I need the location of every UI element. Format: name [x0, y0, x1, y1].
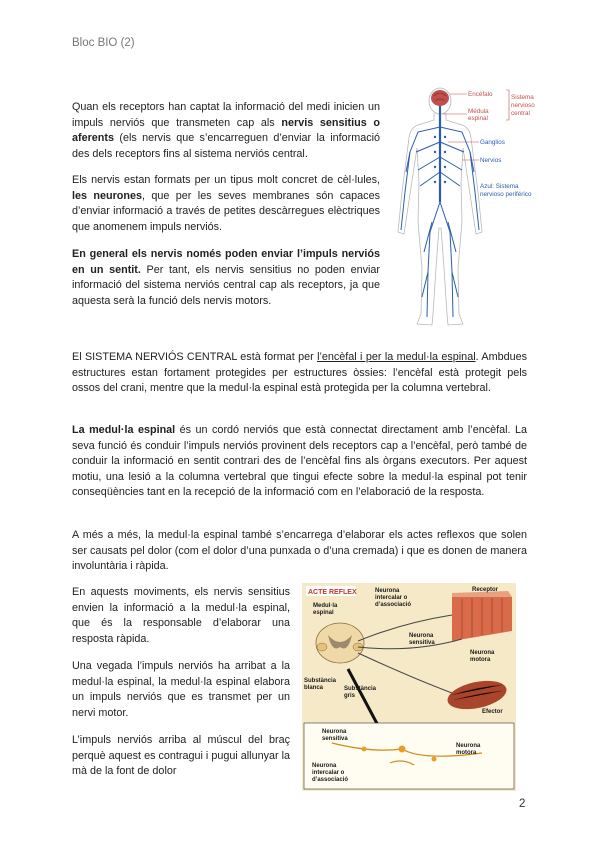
label-snc-3: central	[511, 110, 530, 117]
label-receptor: Receptor	[472, 587, 499, 593]
document-header: Bloc BIO (2)	[72, 37, 135, 49]
label-medula-1: Medul·la	[313, 603, 338, 609]
paragraph-afferent-nerves: Quan els receptors han captat la informació del medi inicien un impuls nerviós que transmeten cap als nervis sensitius o aferents (els nervis que s’encarreguen d’enviar la informació des dels receptors fins al sistema nerviós central.	[72, 101, 380, 160]
label-medula-2: espinal	[313, 610, 334, 616]
label-snc-1: Sistema	[511, 94, 534, 101]
paragraph-spinal-cord: La medul·la espinal és un cordó nerviós que està connectat directament amb l’encèfal. La seva funció és conduir l’impuls nerviós provinent dels receptors cap a l’encèfal, però també de conduir la informació en sentit contrari des de l’encèfal fins als òrgans executors. Per aquest motiu, una lesió a la columna vertebral que tingui efecte sobre la medul·la espinal pot tenir conseqüències tant en la recepció de la informació com en l’elaboració de la resposta.	[72, 424, 527, 499]
paragraph-muscle: L’impuls nerviós arriba al múscul del braç perquè aquest es contragui i pugui allunyar la mà de la font de dolor	[72, 734, 290, 778]
label-neurona-intercalar: Neurona	[375, 588, 400, 594]
label-neurona-intercalar-3: d’associació	[375, 602, 412, 608]
label-blanca-2: blanca	[304, 685, 324, 691]
label-encefal: Encèfalo	[468, 91, 493, 98]
nervous-system-figure	[388, 82, 548, 332]
label-medula: Médula	[468, 108, 489, 115]
reflex-arc-figure	[302, 583, 516, 791]
label-inset-motora-2: motora	[456, 750, 477, 756]
label-blanca-1: Substància	[304, 678, 337, 684]
label-nervios: Nervios	[480, 157, 502, 164]
page-number: 2	[519, 798, 526, 810]
label-inset-intercalar-1: Neurona	[312, 763, 337, 769]
label-sensitiva-2: sensitiva	[409, 640, 435, 646]
label-snp-2: nervioso periférico	[480, 191, 532, 198]
label-gris-1: Substància	[344, 686, 377, 692]
reflex-title: ACTE REFLEX	[308, 589, 357, 596]
label-neurona-intercalar-2: intercalar o	[375, 595, 408, 601]
spinal-cord-section-drawing	[316, 623, 364, 663]
label-ganglios: Ganglios	[480, 139, 505, 146]
label-inset-intercalar-2: intercalar o	[312, 770, 345, 776]
paragraph-reflex-acts: A més a més, la medul·la espinal també s’encarrega d’elaborar els actes reflexos que solen ser causats pel dolor (com el dolor d’una punxada o d’una cremada) i que es donen de manera involuntària i ràpida.	[72, 529, 527, 573]
brain-shape	[431, 90, 449, 106]
paragraph-central-nervous-system: El SISTEMA NERVIÓS CENTRAL està format per l’encèfal i per la medul·la espinal. Ambdues estructures estan fortament protegides per estructures òssies: l’encèfal està protegit pels ossos del crani, mentre que la medul·la espinal està protegida per la columna vertebral.	[72, 351, 528, 395]
paragraph-one-direction: En general els nervis només poden enviar l’impuls nerviós en un sentit. Per tant, els nervis sensitius no poden enviar informació del sistema nerviós central cap als receptors, ja que aquesta serà la funció dels nervis motors.	[72, 248, 381, 307]
label-inset-intercalar-3: d’associació	[312, 777, 349, 783]
label-sensitiva-1: Neurona	[409, 633, 434, 639]
label-gris-2: gris	[344, 693, 356, 699]
label-snp-1: Azul: Sistema	[480, 183, 519, 190]
paragraph-sensory-nerves: En aquests moviments, els nervis sensitius envien la informació a la medul·la espinal, que és la responsable d’elaborar una resposta ràpida.	[72, 586, 290, 645]
label-efector: Efector	[482, 709, 503, 715]
label-inset-sensitiva-2: sensitiva	[322, 736, 348, 742]
label-inset-motora-1: Neurona	[456, 743, 481, 749]
paragraph-motor-nerve: Una vegada l’impuls nerviós ha arribat a la medul·la espinal, la medul·la espinal elabora un impuls nerviós que es transmet per un nervi motor.	[72, 660, 290, 719]
nerves-drawing	[401, 106, 479, 317]
paragraph-neurons: Els nervis estan formats per un tipus molt concret de cèl·lules, les neurones, que per les seves membranes són capaces d’enviar informació a través de petites descàrregues elèctriques que anomenem impuls nerviós.	[72, 174, 380, 233]
label-snc-2: nervioso	[511, 102, 535, 109]
label-motora-2: motora	[470, 657, 491, 663]
label-motora-1: Neurona	[470, 650, 495, 656]
label-inset-sensitiva-1: Neurona	[322, 729, 347, 735]
label-medula-2: espinal	[468, 115, 488, 122]
